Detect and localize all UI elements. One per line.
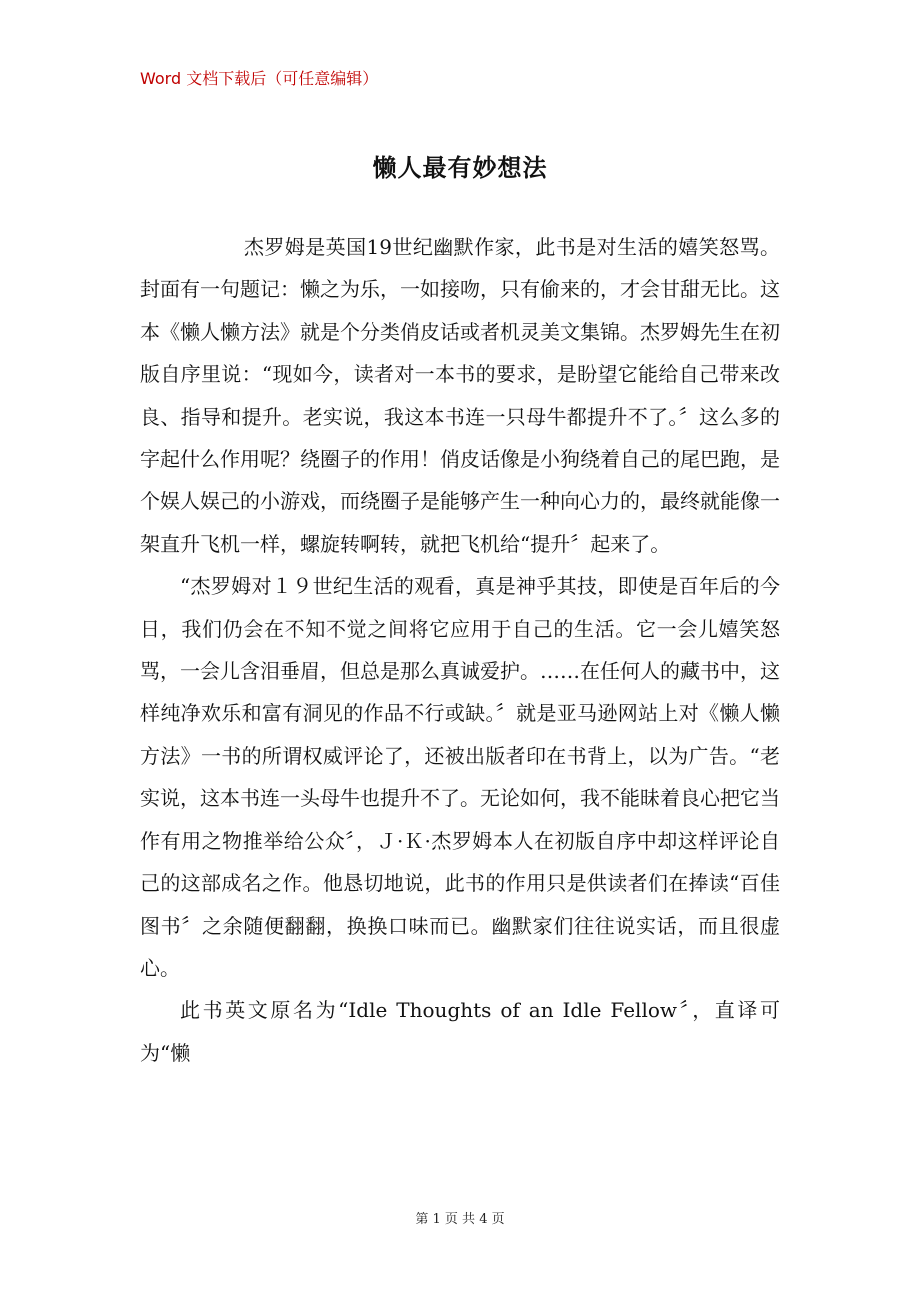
page-number: 第 1 页 共 4 页 xyxy=(415,1212,505,1227)
download-note: Word 文档下载后（可任意编辑） xyxy=(140,69,379,88)
body-paragraph: 杰罗姆是英国19世纪幽默作家，此书是对生活的嬉笑怒骂。封面有一句题记：懒之为乐，一如接吻，只有偷来的，才会甘甜无比。这本《懒人懒方法》就是个分类俏皮话或者机灵美文集锦。杰罗姆先生在初版自序里说：“现如今，读者对一本书的要求，是盼望它能给自己带来改良、指导和提升。老实说，我这本书连一只母牛都提升不了。〞这么多的字起什么作用呢？绕圈子的作用！俏皮话像是小狗绕着自己的尾巴跑，是个娱人娱己的小游戏，而绕圈子是能够产生一种向心力的，最终就能像一架直升飞机一样，螺旋转啊转，就把飞机给“提升〞起来了。 xyxy=(140,235,780,556)
body-paragraph: 此书英文原名为“Idle Thoughts of an Idle Fellow〞，直译可为“懒 xyxy=(140,998,780,1065)
document-title: 懒人最有妙想法 xyxy=(372,153,548,182)
document-body xyxy=(140,226,780,1074)
body-paragraph: “杰罗姆对１９世纪生活的观看，真是神乎其技，即使是百年后的今日，我们仍会在不知不觉之间将它应用于自己的生活。它一会儿嬉笑怒骂，一会儿含泪垂眉，但总是那么真诚爱护。……在任何人的藏书中，这样纯净欢乐和富有洞见的作品不行或缺。〞就是亚马逊网站上对《懒人懒方法》一书的所谓权威评论了，还被出版者印在书背上，以为广告。“老实说，这本书连一头母牛也提升不了。无论如何，我不能昧着良心把它当作有用之物推举给公众〞，Ｊ·Ｋ·杰罗姆本人在初版自序中却这样评论自己的这部成名之作。他恳切地说，此书的作用只是供读者们在捧读“百佳图书〞之余随便翻翻，换换口味而已。幽默家们往往说实话，而且很虚心。 xyxy=(140,574,780,980)
